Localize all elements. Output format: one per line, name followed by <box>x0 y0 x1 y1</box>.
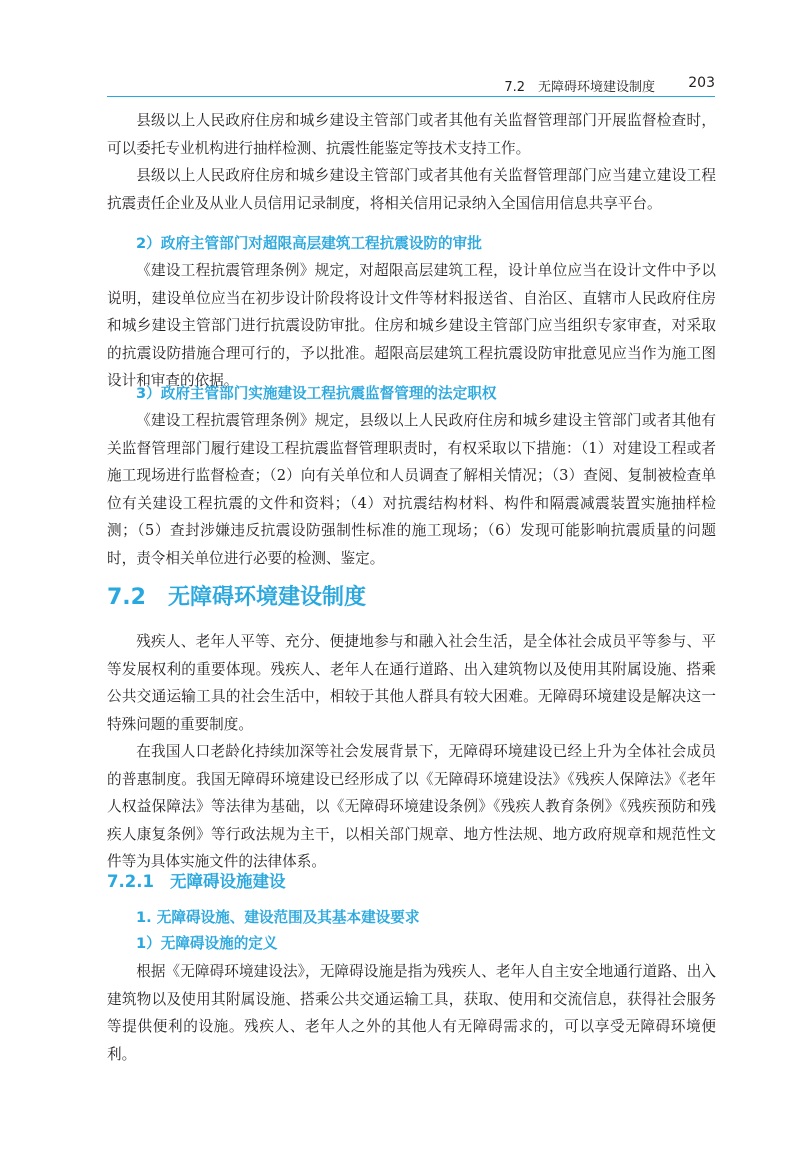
heading-definition: 1）无障碍设施的定义 <box>136 935 278 952</box>
paragraph-intro: 残疾人、老年人平等、充分、便捷地参与和融入社会生活，是全体社会成员平等参与、平等发展权利的重要体现。残疾人、老年人在通行道路、出入建筑物以及使用其附属设施、搭乘公共交通运输工具的社会生活中，相较于其他人群具有较大困难。无障碍环境建设是解决这一特殊问题的重要制度。 <box>107 633 716 733</box>
section-number: 7.2 <box>107 585 146 610</box>
heading-scope: 1. 无障碍设施、建设范围及其基本建设要求 <box>136 909 420 926</box>
paragraph-legal-system: 在我国人口老龄化持续加深等社会发展背景下，无障碍环境建设已经上升为全体社会成员的普惠制度。我国无障碍环境建设已经形成了以《无障碍环境建设法》《残疾人保障法》《老年人权益保障法》等法律为基础，以《无障碍环境建设条例》《残疾人教育条例》《残疾预防和残疾人康复条例》等行政法规为主干，以相关部门规章、地方性法规、地方政府规章和规范性文件等为具体实施文件的法律体系。 <box>107 743 716 870</box>
heading-duties: 3）政府主管部门实施建设工程抗震监督管理的法定职权 <box>136 385 497 402</box>
running-header-title: 7.2 无障碍环境建设制度 <box>504 80 655 95</box>
paragraph-definition: 根据《无障碍环境建设法》，无障碍设施是指为残疾人、老年人自主安全地通行道路、出入建筑物以及使用其附属设施、搭乘公共交通运输工具，获取、使用和交流信息，获得社会服务等提供便利的设施。残疾人、老年人之外的其他人有无障碍需求的，可以享受无障碍环境便利。 <box>107 963 716 1063</box>
running-header <box>107 70 715 97</box>
subsection-title: 无障碍设施建设 <box>169 872 286 891</box>
paragraph-credit-record: 县级以上人民政府住房和城乡建设主管部门或者其他有关监督管理部门应当建立建设工程抗震责任企业及从业人员信用记录制度，将相关信用记录纳入全国信用信息共享平台。 <box>107 167 716 212</box>
section-heading <box>107 580 366 616</box>
page-number: 203 <box>688 75 715 91</box>
heading-review: 2）政府主管部门对超限高层建筑工程抗震设防的审批 <box>136 235 482 252</box>
section-title: 无障碍环境建设制度 <box>167 585 366 610</box>
paragraph-review: 《建设工程抗震管理条例》规定，对超限高层建筑工程，设计单位应当在设计文件中予以说明，建设单位应当在初步设计阶段将设计文件等材料报送省、自治区、直辖市人民政府住房和城乡建设主管部门进行抗震设防审批。住房和城乡建设主管部门应当组织专家审查，对采取的抗震设防措施合理可行的，予以批准。超限高层建筑工程抗震设防审批意见应当作为施工图设计和审查的依据。 <box>107 262 716 389</box>
subsection-number: 7.2.1 <box>107 872 154 891</box>
paragraph-duties: 《建设工程抗震管理条例》规定，县级以上人民政府住房和城乡建设主管部门或者其他有关监督管理部门履行建设工程抗震监督管理职责时，有权采取以下措施：（1）对建设工程或者施工现场进行监督检查；（2）向有关单位和人员调查了解相关情况；（3）查阅、复制被检查单位有关建设工程抗震的文件和资料；（4）对抗震结构材料、构件和隔震减震装置实施抽样检测；（5）查封涉嫌违反抗震设防强制性标准的施工现场；（6）发现可能影响抗震质量的问题时，责令相关单位进行必要的检测、鉴定。 <box>107 412 716 567</box>
paragraph-inspection: 县级以上人民政府住房和城乡建设主管部门或者其他有关监督管理部门开展监督检查时，可以委托专业机构进行抽样检测、抗震性能鉴定等技术支持工作。 <box>107 112 716 157</box>
subsection-heading <box>107 868 285 896</box>
